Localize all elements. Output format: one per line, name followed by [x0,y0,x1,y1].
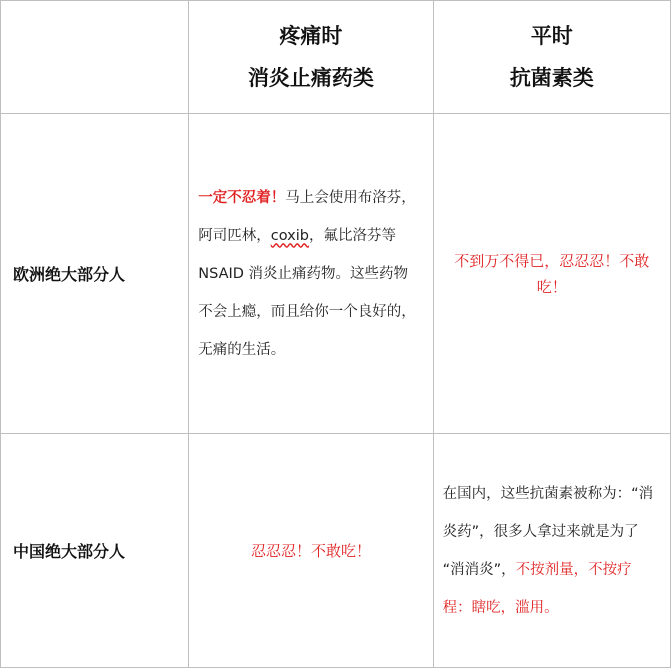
table-row-europe [1,114,671,434]
header-painkiller-line1: 疼痛时 [279,24,343,48]
header-antibiotic-line1: 平时 [530,24,573,48]
europe-painkiller-line5: 无痛的生活。 [198,341,286,358]
europe-text2: 阿司匹林， [198,227,271,244]
china-antibiotic-line4: 程：瞎吃，滥用。 [442,599,559,616]
europe-painkiller-line4: 不会上瘾，而且给你一个良好的， [198,303,416,320]
row-label-europe: 欧洲绝大部分人 [1,114,189,434]
europe-text3: ，氟比洛芬等 [308,227,396,244]
header-row [1,1,671,114]
china-antibiotic-line2: 炎药”，很多人拿过来就是为了 [442,523,639,540]
header-antibiotic-line2: 抗菌素类 [509,66,594,90]
china-painkiller-cell: 忍忍忍！不敢吃！ [189,434,433,668]
europe-painkiller-cell [189,114,433,434]
header-empty-cell [1,1,189,114]
europe-painkiller-line2 [198,217,424,255]
europe-coxib: coxib [270,227,309,244]
europe-painkiller-line3: NSAID 消炎止痛药物。这些药物 [198,265,409,282]
china-antibiotic-line3 [443,551,662,589]
europe-text1: 马上会使用布洛芬， [285,189,416,206]
header-painkiller-line2: 消炎止痛药类 [247,66,374,90]
europe-painkiller-line1 [198,179,424,217]
header-antibiotic-cell [433,1,670,114]
header-painkiller-cell [189,1,433,114]
china-antibiotic-line1: 在国内，这些抗菌素被称为：“消 [442,485,654,502]
europe-antibiotic-cell: 不到万不得已，忍忍忍！不敢吃！ [433,114,670,434]
europe-emphasis: 一定不忍着！ [198,189,286,206]
row-label-china: 中国绝大部分人 [1,434,189,668]
table-row-china [1,434,671,668]
china-antibiotic-cell [433,434,670,668]
china-text3: “消消炎”， [442,561,516,578]
china-red1: 不按剂量，不按疗 [515,561,632,578]
